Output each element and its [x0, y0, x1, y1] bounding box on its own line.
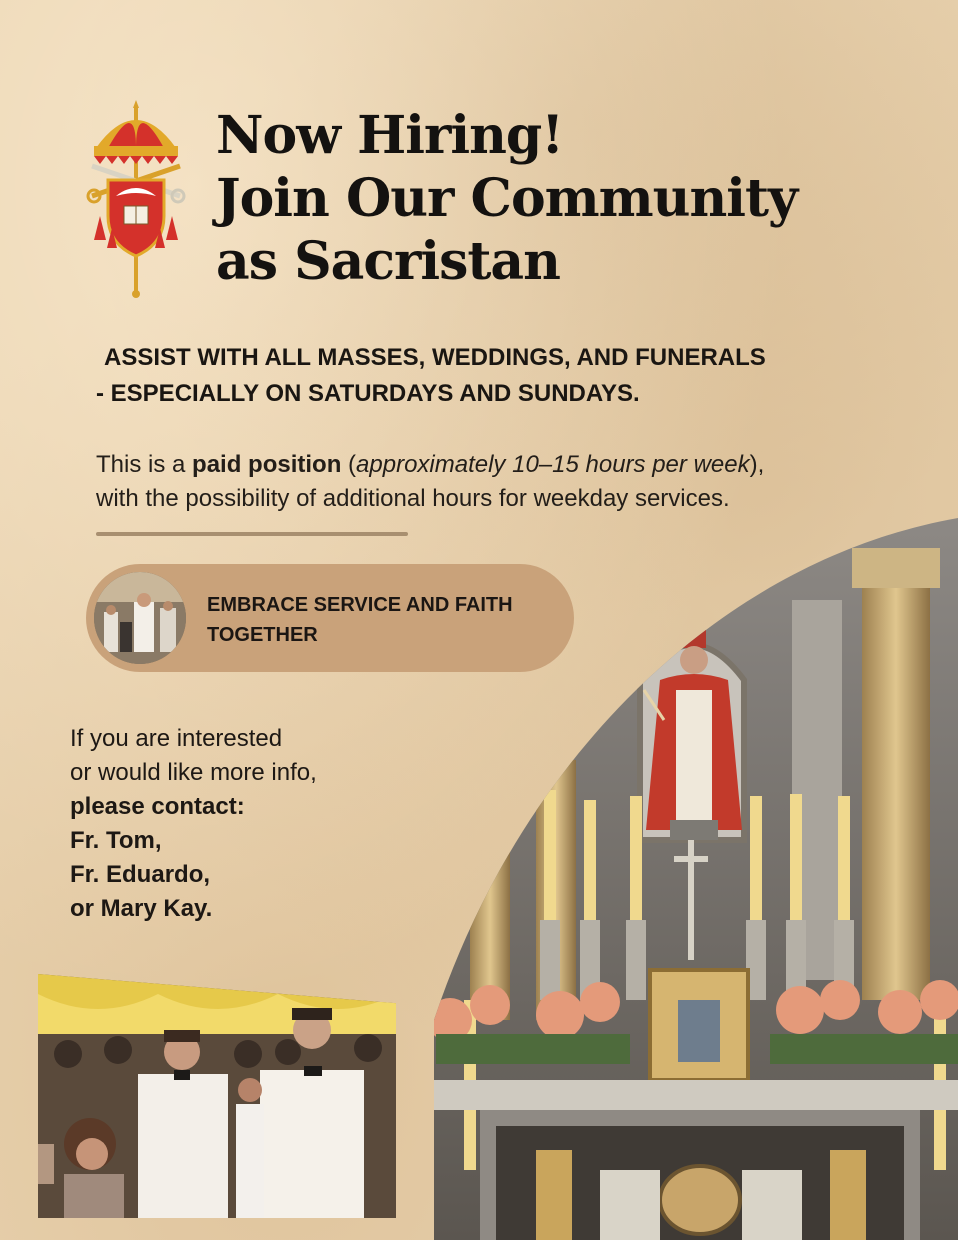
contact-line-2: or would like more info,: [70, 759, 317, 786]
duties-line-1: ASSIST WITH ALL MASSES, WEDDINGS, AND FUNERALS: [104, 344, 766, 371]
banner-line-1: EMBRACE SERVICE AND FAITH: [207, 594, 513, 616]
contact-line-3: please contact:: [70, 793, 245, 820]
paid-info-line-2: with the possibility of additional hours for weekday services.: [96, 485, 730, 512]
altar-servers-photo: [38, 974, 396, 1218]
headline-line-2: Join Our Community: [216, 168, 798, 229]
paid-close-paren: ),: [749, 451, 765, 478]
hours-per-week: approximately 10–15 hours per week: [356, 451, 750, 478]
contact-name-3: or Mary Kay.: [70, 895, 213, 922]
paid-open-paren: (: [341, 451, 357, 478]
duties-line-2: - ESPECIALLY ON SATURDAYS AND SUNDAYS.: [96, 380, 640, 407]
contact-name-2: Fr. Eduardo,: [70, 861, 211, 888]
contact-name-1: Fr. Tom,: [70, 827, 162, 854]
banner-line-2: TOGETHER: [207, 624, 318, 646]
headline-line-1: Now Hiring!: [216, 105, 564, 166]
paid-position-bold: paid position: [192, 451, 342, 478]
headline-line-3: as Sacristan: [216, 231, 560, 292]
contact-line-1: If you are interested: [70, 725, 283, 752]
paid-prefix: This is a: [96, 451, 193, 478]
